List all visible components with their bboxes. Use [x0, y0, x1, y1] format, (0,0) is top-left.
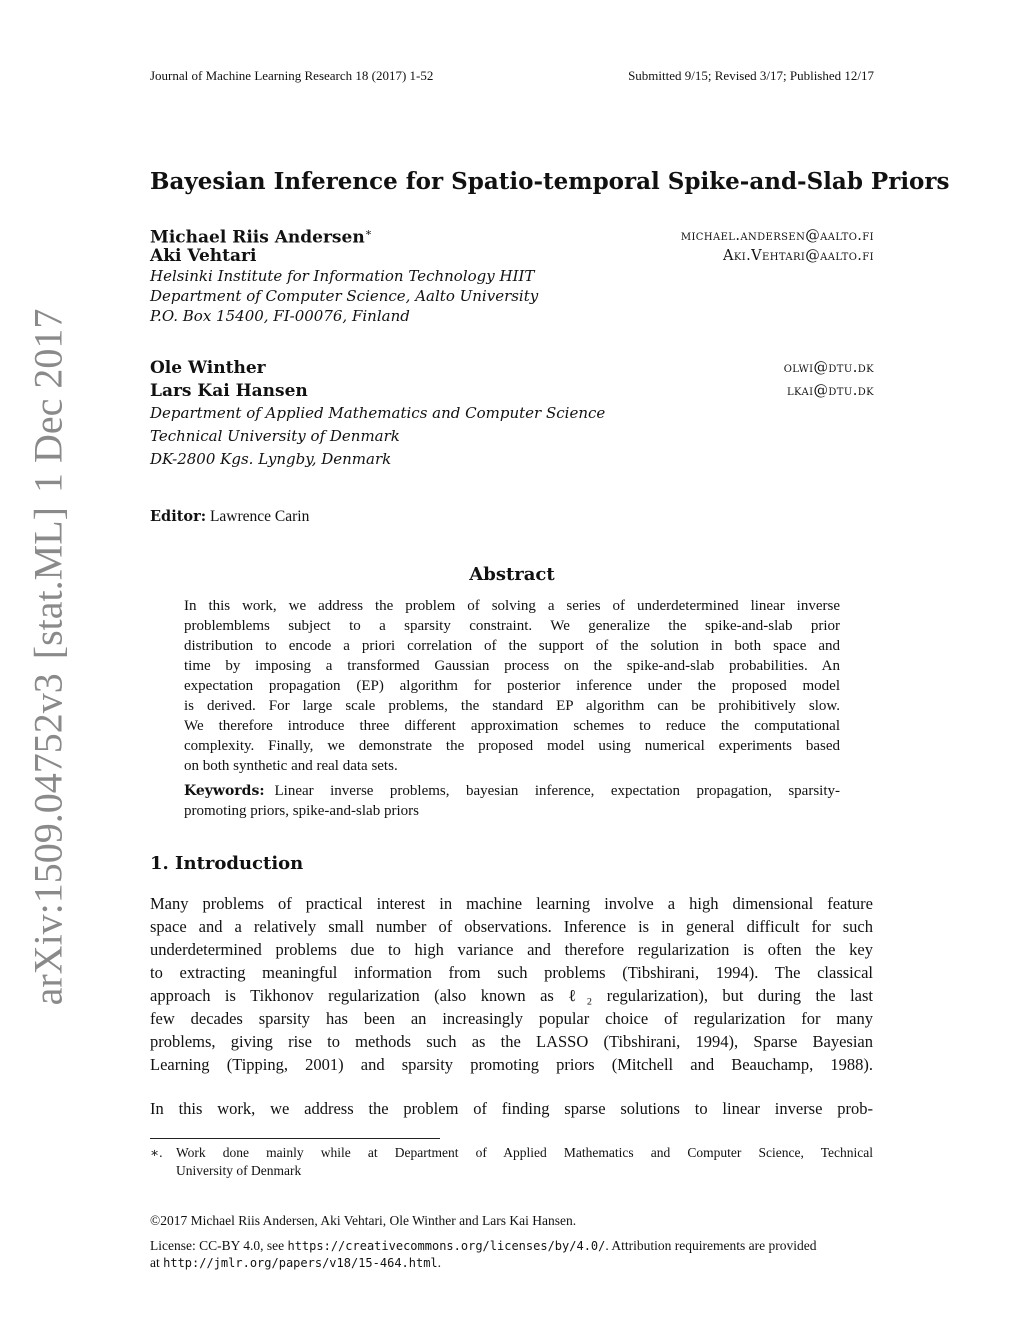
- abstract-line: on both synthetic and real data sets.: [184, 758, 398, 774]
- abstract-line: time by imposing a transformed Gaussian process on the spike-and-slab probabilities. An: [184, 658, 840, 674]
- copyright: ©2017 Michael Riis Andersen, Aki Vehtari, Ole Winther and Lars Kai Hansen.: [150, 1213, 577, 1228]
- footnote: [150, 1145, 873, 1161]
- paper-title: Bayesian Inference for Spatio-temporal Spike-and-Slab Priors: [150, 168, 950, 195]
- author-email[interactable]: lkai@dtu.dk: [787, 383, 874, 399]
- abstract-line: distribution to encode a priori correlation of the support of the solution in both space and: [184, 638, 840, 654]
- license-link[interactable]: https://creativecommons.org/licenses/by/4.0/: [287, 1239, 606, 1253]
- keywords-text: Linear inverse problems, bayesian inference, expectation propagation, sparsity-: [274, 783, 840, 799]
- abstract-heading: Abstract: [469, 564, 555, 585]
- keywords-label: Keywords:: [184, 783, 265, 799]
- body-line: few decades sparsity has been an increasingly popular choice of regularization for many: [150, 1009, 873, 1028]
- author-name: Lars Kai Hansen: [150, 381, 308, 401]
- affiliation-line: Department of Computer Science, Aalto University: [150, 287, 539, 305]
- footnote-text: University of Denmark: [176, 1163, 302, 1178]
- body-line: approach is Tikhonov regularization (also known as ℓ₂ regularization), but during the last: [150, 986, 873, 1005]
- affiliation-line: P.O. Box 15400, FI-00076, Finland: [150, 307, 410, 325]
- editor: Editor: Lawrence Carin: [150, 508, 310, 525]
- arxiv-stamp: [25, 295, 72, 1006]
- footnote-mark: ∗: [364, 226, 373, 239]
- footnote-mark: ∗.: [150, 1145, 163, 1160]
- abstract-line: In this work, we address the problem of solving a series of underdetermined linear inverse: [184, 598, 840, 614]
- affiliation-line: Helsinki Institute for Information Technology HIIT: [150, 267, 535, 285]
- submission-dates: Submitted 9/15; Revised 3/17; Published 12/17: [628, 68, 874, 83]
- license-line: at http://jmlr.org/papers/v18/15-464.html.: [150, 1255, 442, 1270]
- footnote-text: Work done mainly while at Department of Applied Mathematics and Computer Science, Technical: [176, 1145, 873, 1160]
- footnote-rule: [150, 1138, 440, 1139]
- body-line: space and a relatively small number of observations. Inference is in general difficult for such: [150, 917, 873, 936]
- affiliation-line: Technical University of Denmark: [150, 427, 400, 445]
- author-email[interactable]: Aki.Vehtari@aalto.fi: [723, 248, 874, 264]
- abstract-line: complexity. Finally, we demonstrate the proposed model using numerical experiments based: [184, 738, 840, 754]
- arxiv-id: arXiv:1509.04752v3: [25, 673, 71, 1006]
- abstract-line: is derived. For large scale problems, the standard EP algorithm can be prohibitively slow.: [184, 698, 840, 714]
- affiliation-line: DK-2800 Kgs. Lyngby, Denmark: [150, 450, 392, 468]
- body-line: to extracting meaningful information from such problems (Tibshirani, 1994). The classical: [150, 963, 873, 982]
- body-line: In this work, we address the problem of finding sparse solutions to linear inverse prob-: [150, 1099, 873, 1118]
- body-line: Many problems of practical interest in machine learning involve a high dimensional feature: [150, 894, 873, 913]
- body-line: Learning (Tipping, 2001) and sparsity promoting priors (Mitchell and Beauchamp, 1988).: [150, 1055, 873, 1074]
- section-heading: 1. Introduction: [150, 853, 304, 874]
- body-line: underdetermined problems due to high variance and therefore regularization is often the key: [150, 940, 873, 959]
- abstract-line: expectation propagation (EP) algorithm for posterior inference under the proposed model: [184, 678, 840, 694]
- paper-link[interactable]: http://jmlr.org/papers/v18/15-464.html: [163, 1256, 438, 1270]
- abstract-line: We therefore introduce three different approximation schemes to reduce the computational: [184, 718, 840, 734]
- author-name: Michael Riis Andersen∗: [150, 226, 373, 248]
- arxiv-category: [stat.ML]: [25, 507, 71, 660]
- abstract-line: problemblems subject to a sparsity constraint. We generalize the spike-and-slab prior: [184, 618, 840, 634]
- author-name: Aki Vehtari: [150, 246, 257, 266]
- license-line: License: CC-BY 4.0, see https://creativecommons.org/licenses/by/4.0/. Attribution requirements are provided: [150, 1238, 817, 1253]
- author-email[interactable]: olwi@dtu.dk: [783, 360, 874, 376]
- body-line: problems, giving rise to methods such as the LASSO (Tibshirani, 1994), Sparse Bayesian: [150, 1032, 873, 1051]
- affiliation-line: Department of Applied Mathematics and Computer Science: [150, 404, 606, 422]
- author-name: Ole Winther: [150, 358, 266, 378]
- keywords-line: promoting priors, spike-and-slab priors: [184, 803, 419, 819]
- author-email[interactable]: michael.andersen@aalto.fi: [680, 228, 874, 244]
- journal-header: Journal of Machine Learning Research 18 (2017) 1-52: [150, 68, 434, 83]
- arxiv-date: 1 Dec 2017: [25, 308, 71, 494]
- keywords-line: [184, 781, 840, 801]
